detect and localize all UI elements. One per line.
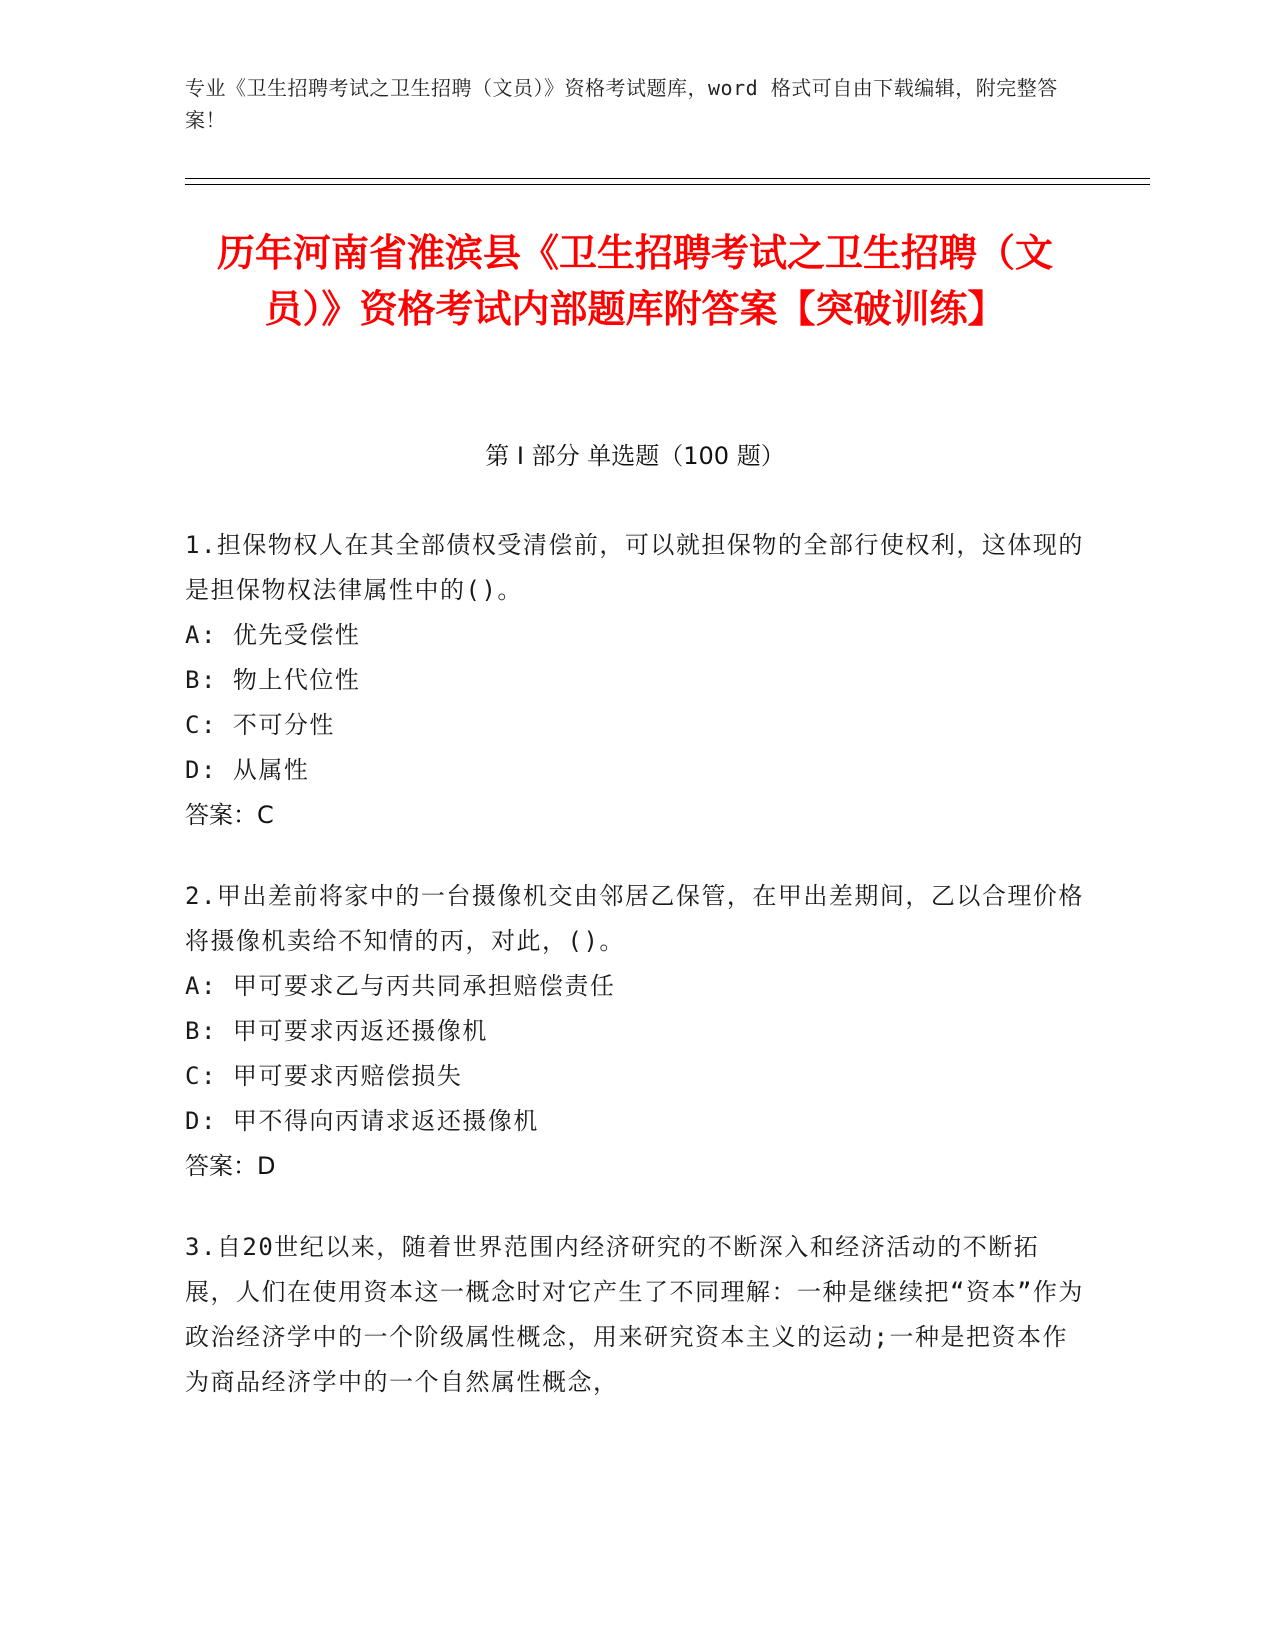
section-title: 第 I 部分 单选题（100 题）	[485, 442, 785, 470]
option-c: C: 不可分性	[185, 711, 335, 739]
answer-line: 答案：D	[185, 1152, 276, 1180]
option-a: A: 优先受偿性	[185, 621, 361, 649]
header-note: 专业《卫生招聘考试之卫生招聘（文员）》资格考试题库，word 格式可自由下载编辑，附完整答案！	[185, 76, 1058, 132]
answer-line: 答案：C	[185, 801, 274, 829]
header-divider-top	[185, 178, 1150, 179]
option-d: D: 甲不得向丙请求返还摄像机	[185, 1107, 539, 1135]
document-title: 历年河南省淮滨县《卫生招聘考试之卫生招聘（文员）》资格考试内部题库附答案【突破训练】	[216, 231, 1053, 331]
question-stem: 1.担保物权人在其全部债权受清偿前，可以就担保物的全部行使权利，这体现的是担保物权法律属性中的()。	[185, 531, 1084, 604]
header-divider-bottom	[185, 184, 1150, 185]
question-stem: 3.自20世纪以来，随着世界范围内经济研究的不断深入和经济活动的不断拓展，人们在使用资本这一概念时对它产生了不同理解：一种是继续把“资本”作为政治经济学中的一个阶级属性概念，用来研究资本主义的运动;一种是把资本作为商品经济学中的一个自然属性概念，	[185, 1233, 1084, 1396]
option-b: B: 甲可要求丙返还摄像机	[185, 1017, 488, 1045]
option-d: D: 从属性	[185, 756, 310, 784]
question-block	[185, 874, 1085, 1189]
question-stem: 2.甲出差前将家中的一台摄像机交由邻居乙保管，在甲出差期间，乙以合理价格将摄像机卖给不知情的丙，对此，()。	[185, 882, 1084, 955]
option-b: B: 物上代位性	[185, 666, 361, 694]
option-c: C: 甲可要求丙赔偿损失	[185, 1062, 463, 1090]
option-a: A: 甲可要求乙与丙共同承担赔偿责任	[185, 972, 616, 1000]
question-block	[185, 1225, 1085, 1405]
question-block	[185, 523, 1085, 838]
